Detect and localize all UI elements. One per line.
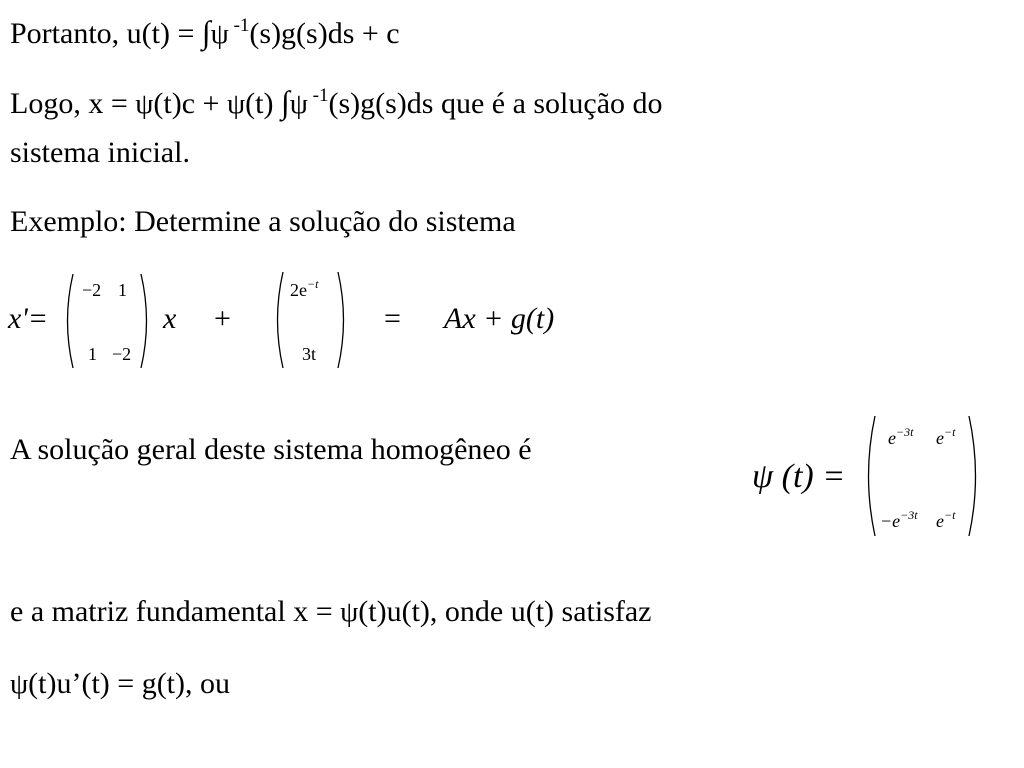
text-logo-tail: (s)g(s)ds que é a solução do [328, 87, 663, 120]
text-logo: Logo, x = [10, 87, 136, 120]
text-logo-mid: (t)c + [153, 87, 227, 120]
left-paren [62, 272, 74, 370]
integral-symbol: ∫ [280, 84, 290, 120]
left-paren [272, 270, 284, 370]
psi-symbol: ψ [10, 668, 29, 700]
exponent: -1 [307, 85, 329, 106]
psi-symbol: ψ [289, 88, 308, 120]
matrix-psi-r1c2: $e^{-t}$ [936, 425, 956, 448]
left-paren [862, 414, 876, 538]
matrix-psi-r2c2: $e^{-t}$ [936, 508, 956, 531]
text-line-sistema-inicial: sistema inicial. [10, 136, 190, 169]
psi-symbol: ψ [226, 88, 246, 120]
psi-symbol: ψ [135, 88, 154, 120]
text-matriz-tail: (t)u(t), onde u(t) satisfaz [358, 595, 652, 628]
text-line-logo [10, 84, 663, 126]
right-paren [337, 270, 349, 370]
eq-x: x [163, 302, 177, 335]
psi-symbol: ψ [340, 596, 359, 628]
integral-symbol: ∫ [201, 14, 211, 50]
right-paren [968, 414, 982, 538]
eq-rhs: Ax + g(t) [444, 302, 555, 335]
text-line-solucao-geral: A solução geral deste sistema homogêneo é [10, 433, 532, 466]
text-line-matriz-fundamental [10, 594, 652, 630]
eq-equals: = [384, 302, 401, 335]
right-paren [140, 272, 152, 370]
exponent: -1 [228, 15, 250, 36]
vector-g-r1: $2e^{-t}$ [290, 277, 319, 300]
text-line-exemplo: Exemplo: Determine a solução do sistema [10, 205, 516, 238]
eq-plus: + [214, 302, 231, 335]
matrix-a-r1c1: −2 [82, 280, 102, 300]
matrix-psi-r2c1: $-e^{-3t}$ [880, 508, 918, 531]
matrix-psi-r1c1: $e^{-3t}$ [888, 425, 914, 448]
text-line-psi-u [10, 666, 230, 702]
text-portanto-tail: (s)g(s)ds + c [249, 17, 400, 50]
text-psi-u-tail: (t)u’(t) = g(t), ou [28, 667, 231, 700]
matrix-a-r2c2: −2 [112, 344, 132, 364]
eq2-lhs: ψ (t) = [752, 458, 846, 495]
text-matriz: e a matriz fundamental x = [10, 595, 341, 628]
psi-symbol: ψ [210, 18, 229, 50]
vector-g-r2: 3t [302, 344, 317, 364]
text-line-portanto [10, 14, 400, 56]
matrix-a-r2c1: 1 [88, 344, 97, 364]
eq-lhs: x'= [8, 302, 48, 335]
text-portanto: Portanto, u(t) = [10, 17, 202, 50]
text-logo-mid2: (t) [245, 87, 281, 120]
matrix-a-r1c2: 1 [118, 280, 127, 300]
